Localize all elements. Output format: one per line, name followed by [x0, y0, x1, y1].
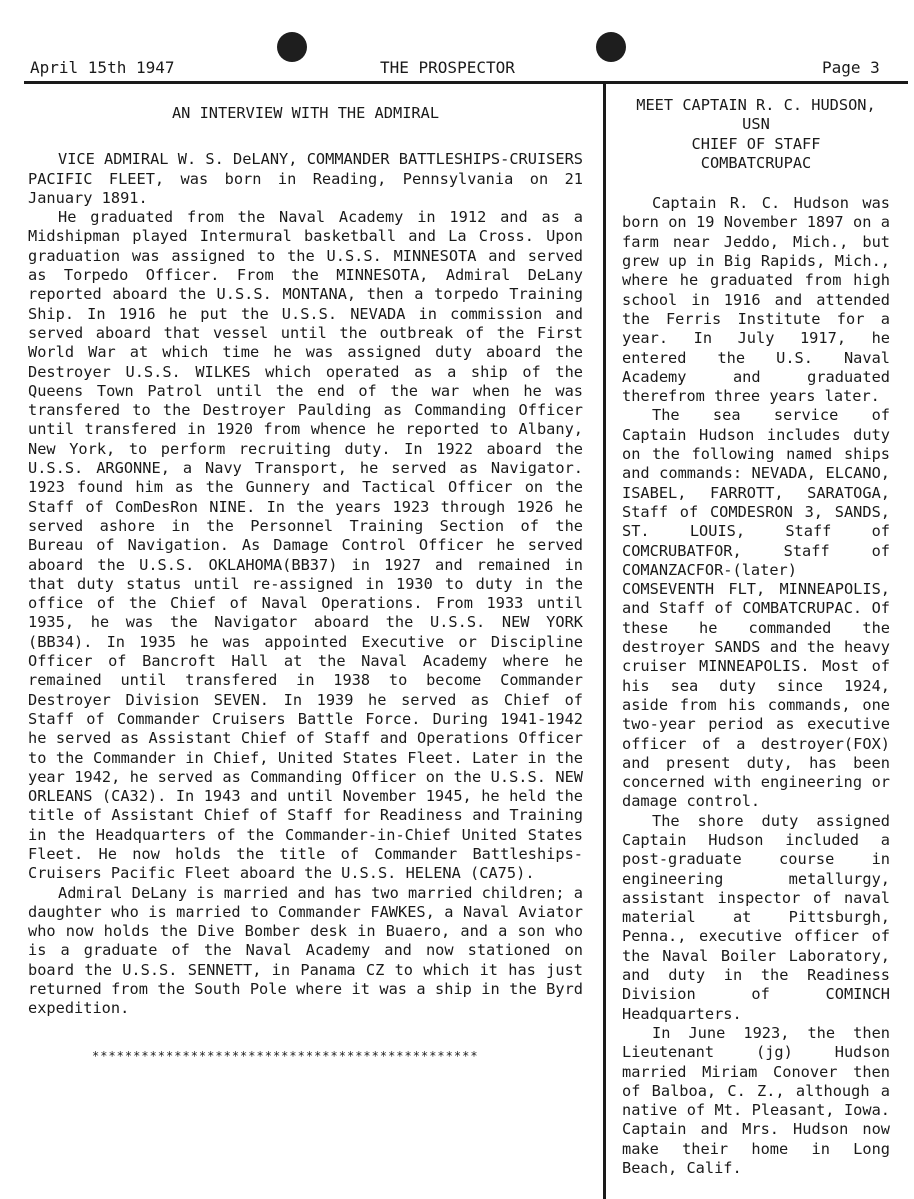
right-article-paragraph: The sea service of Captain Hudson includes duty on the following named ships and commands: NEVADA, ELCANO, ISABEL, FARROTT, SARATOGA, Staff of COMDESRON 3, SANDS, ST. LOUIS, Staff of COMCRUBATFOR, Staff of COMANZACFOR-(later) COMSEVENTH FLT, MINNEAPOLIS, and Staff of COMBATCRUPAC. Of these he commanded the destroyer SANDS and the heavy cruiser MINNEAPOLIS. Most of his sea duty since 1924, aside from his commands, one two-year period as executive officer of a destroyer(FOX) and present duty, has been concerned with engineering or damage control. — [622, 406, 890, 811]
left-article-paragraph: Admiral DeLany is married and has two married children; a daughter who is married to Commander FAWKES, a Naval Aviator who now holds the Dive Bomber desk in Buaero, and a son who is a graduate of the Naval Academy and now stationed on board the U.S.S. SENNETT, in Panama CZ to which it has just returned from the South Pole where it was a ship in the Byrd expedition. — [28, 883, 583, 1018]
right-article-title-line2: CHIEF OF STAFF — [691, 134, 821, 153]
punch-hole-left — [277, 32, 307, 62]
header-date: April 15th 1947 — [30, 58, 175, 77]
right-article-paragraph: In June 1923, the then Lieutenant (jg) Hudson married Miriam Conover then of Balboa, C. Z., although a native of Mt. Pleasant, Iowa. Captain and Mrs. Hudson now make their home in Long Beach, Calif. — [622, 1023, 890, 1178]
left-article-title: AN INTERVIEW WITH THE ADMIRAL — [171, 104, 440, 122]
right-article-paragraph: The shore duty assigned Captain Hudson included a post-graduate course in engineering metallurgy, assistant inspector of naval material at Pittsburgh, Penna., executive officer of the Naval Boiler Laboratory, and duty in the Readiness Division of COMINCH Headquarters. — [622, 811, 890, 1023]
column-divider — [603, 82, 606, 1199]
right-article-paragraph: Captain R. C. Hudson was born on 19 November 1897 on a farm near Jeddo, Mich., but grew up in Big Rapids, Mich., where he graduated from high school in 1916 and attended the Ferris Institute for a year. In July 1917, he entered the U.S. Naval Academy and graduated therefrom three years later. — [622, 194, 890, 406]
header-publication: THE PROSPECTOR — [380, 58, 515, 77]
header-rule — [24, 81, 908, 84]
right-article-title-line1: MEET CAPTAIN R. C. HUDSON, USN — [636, 96, 876, 134]
left-article-paragraph: VICE ADMIRAL W. S. DeLANY, COMMANDER BATTLESHIPS-CRUISERS PACIFIC FLEET, was born in Reading, Pennsylvania on 21 January 1891. — [28, 150, 583, 207]
right-article — [622, 96, 890, 1178]
punch-hole-right — [596, 32, 626, 62]
header-page-number: Page 3 — [822, 58, 880, 77]
left-article — [28, 104, 583, 1066]
star-separator: *********************************************** — [92, 1048, 479, 1063]
right-article-title-line3: COMBATCRUPAC — [700, 153, 812, 172]
left-article-paragraph: He graduated from the Naval Academy in 1912 and as a Midshipman played Intermural basketball and La Cross. Upon graduation was assigned to the U.S.S. MINNESOTA and served as Torpedo Officer. From the MINNESOTA, Admiral DeLany reported aboard the U.S.S. MONTANA, then a torpedo Training Ship. In 1916 he put the U.S.S. NEVADA in commission and served aboard that vessel until the outbreak of the First World War at which time he was assigned duty aboard the Destroyer U.S.S. WILKES which operated as a ship of the Queens Town Patrol until the end of the war when he was transfered to the Destroyer Paulding as Commanding Officer until transfered in 1920 from whence he reported to Albany, New York, to perform recruiting duty. In 1922 aboard the U.S.S. ARGONNE, a Navy Transport, he served as Navigator. 1923 found him as the Gunnery and Tactical Officer on the Staff of ComDesRon NINE. In the years 1923 through 1926 he served ashore in the Personnel Training Section of the Bureau of Navigation. As Damage Control Officer he served aboard the U.S.S. OKLAHOMA(BB37) in 1927 and remained in that duty status until re-assigned in 1930 to duty in the office of the Chief of Naval Operations. From 1933 until 1935, he was the Navigator aboard the U.S.S. NEW YORK (BB34). In 1935 he was appointed Executive or Discipline Officer of Bancroft Hall at the Naval Academy where he remained until transfered in 1938 to become Commander Destroyer Division SEVEN. In 1939 he served as Chief of Staff of Commander Cruisers Battle Force. During 1941-1942 he served as Assistant Chief of Staff and Operations Officer to the Commander in Chief, United States Fleet. Later in the year 1942, he served as Commanding Officer on the U.S.S. NEW ORLEANS (CA32). In 1943 and until November 1945, he held the title of Assistant Chief of Staff for Readiness and Training in the Headquarters of the Commander-in-Chief United States Fleet. He now holds the title of Commander Battleships-Cruisers Pacific Fleet aboard the U.S.S. HELENA (CA75). — [28, 208, 583, 883]
